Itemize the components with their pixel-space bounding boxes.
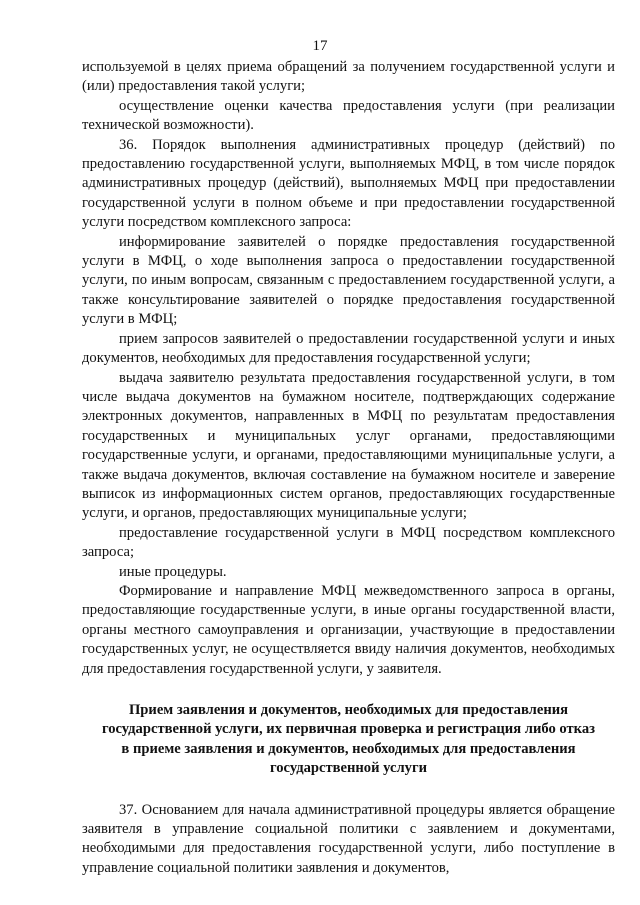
- document-body: [82, 58, 615, 878]
- body-paragraph: прием запросов заявителей о предоставлении государственной услуги и иных документов, необходимых для предоставления государственной услуги;: [82, 330, 615, 367]
- section-heading-line: государственной услуги: [269, 760, 428, 777]
- page-number: 17: [312, 38, 328, 54]
- body-paragraph: Формирование и направление МФЦ межведомственного запроса в органы, предоставляющие государственные услуги, в иные органы государственной власти, органы местного самоуправления и организации, участвующие в предоставлении государственных услуг, не осуществляется ввиду наличия документов, необходимых для предоставления государственной услуги, у заявителя.: [82, 582, 615, 677]
- section-heading-line: Прием заявления и документов, необходимых для предоставления: [128, 702, 569, 718]
- body-paragraph: предоставление государственной услуги в МФЦ посредством комплексного запроса;: [82, 524, 615, 561]
- body-paragraph: 36. Порядок выполнения административных процедур (действий) по предоставлению государственной услуги, выполняемых МФЦ, в том числе порядок административных процедур (действий), выполняемых МФЦ при предоставлении государственной услуги в полном объеме и при предоставлении государственной услуги посредством комплексного запроса:: [82, 136, 615, 231]
- section-heading: [82, 701, 615, 779]
- section-heading-line: в приеме заявления и документов, необходимых для предоставления: [121, 740, 576, 757]
- body-paragraph: информирование заявителей о порядке предоставления государственной услуги в МФЦ, о ходе выполнения запроса о предоставлении государственной услуги, по иным вопросам, связанным с предоставлением государственной услуги, а также консультирование заявителей о порядке предоставления государственной услуги в МФЦ;: [82, 233, 615, 328]
- body-paragraph: выдача заявителю результата предоставления государственной услуги, в том числе выдача документов на бумажном носителе, подтверждающих содержание электронных документов, направленных в МФЦ по результатам предоставления государственных и муниципальных услуг органами, предоставляющими государственные услуги, и органами, предоставляющими муниципальные услуги, а также выдача документов, включая составление на бумажном носителе и заверение выписок из информационных систем органов, предоставляющих государственные услуги, и органов, предоставляющих муниципальные услуги;: [82, 369, 615, 522]
- body-paragraph: 37. Основанием для начала административной процедуры является обращение заявителя в управление социальной политики с заявлением и документами, необходимыми для предоставления государственной услуги, либо поступление в управление социальной политики заявления и документов,: [82, 801, 615, 876]
- section-heading-line: государственной услуги, их первичная проверка и регистрация либо отказ: [101, 721, 596, 738]
- body-paragraph: используемой в целях приема обращений за получением государственной услуги и (или) предоставления такой услуги;: [82, 59, 615, 95]
- body-paragraph: осуществление оценки качества предоставления услуги (при реализации технической возможности).: [82, 97, 615, 134]
- body-paragraph: иные процедуры.: [119, 563, 227, 580]
